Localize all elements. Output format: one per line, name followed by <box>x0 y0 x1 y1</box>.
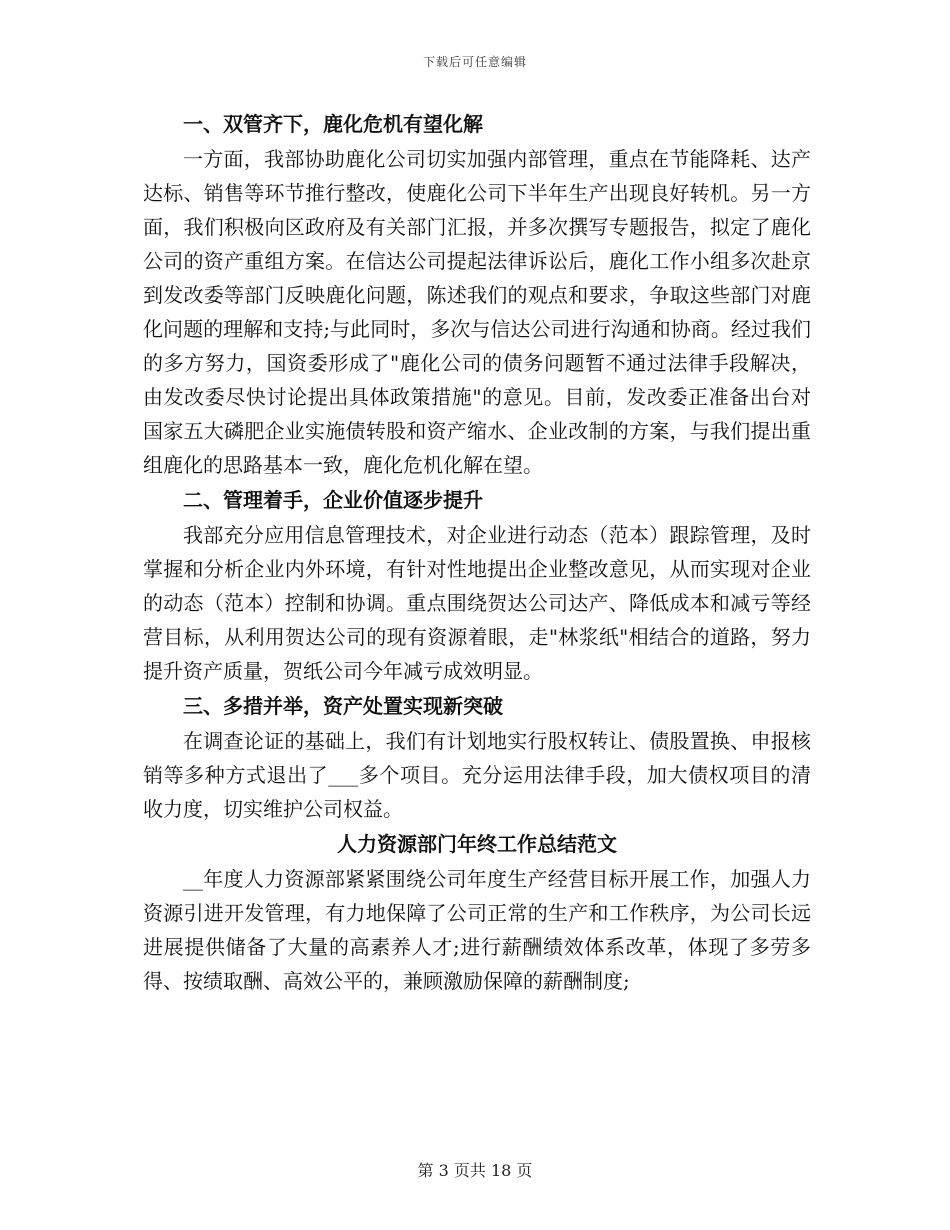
section-paragraph-1: 一方面，我部协助鹿化公司切实加强内部管理，重点在节能降耗、达产达标、销售等环节推行整改，使鹿化公司下半年生产出现良好转机。另一方面，我们积极向区政府及有关部门汇报，并多次撰写专题报告，拟定了鹿化公司的资产重组方案。在信达公司提起法律诉讼后，鹿化工作小组多次赴京到发改委等部门反映鹿化问题，陈述我们的观点和要求，争取这些部门对鹿化问题的理解和支持;与此同时，多次与信达公司进行沟通和协商。经过我们的多方努力，国资委形成了"鹿化公司的债务问题暂不通过法律手段解决，由发改委尽快讨论提出具体政策措施"的意见。目前，发改委正准备出台对国家五大磷肥企业实施债转股和资产缩水、企业改制的方案，与我们提出重组鹿化的思路基本一致，鹿化危机化解在望。 <box>143 147 811 477</box>
section-paragraph-3: 在调查论证的基础上，我们有计划地实行股权转让、债股置换、申报核销等多种方式退出了___多个项目。充分运用法律手段，加大债权项目的清收力度，切实维护公司权益。 <box>143 729 811 821</box>
page-header: 下载后可任意编辑 <box>422 55 527 69</box>
page-number-footer: 第 3 页共 18 页 <box>417 1161 533 1180</box>
document-body <box>143 106 811 998</box>
section-heading-2: 二、管理着手，企业价值逐步提升 <box>183 488 483 512</box>
section-heading-1: 一、双管齐下，鹿化危机有望化解 <box>183 112 483 136</box>
article-paragraph: __年度人力资源部紧紧围绕公司年度生产经营目标开展工作，加强人力资源引进开发管理，有力地保障了公司正常的生产和工作秩序，为公司长远进展提供储备了大量的高素养人才;进行薪酬绩效体系改革，体现了多劳多得、按绩取酬、高效公平的，兼顾激励保障的薪酬制度; <box>143 867 811 993</box>
section-paragraph-2: 我部充分应用信息管理技术，对企业进行动态（范本）跟踪管理，及时掌握和分析企业内外环境，有针对性地提出企业整改意见，从而实现对企业的动态（范本）控制和协调。重点围绕贺达公司达产、降低成本和减亏等经营目标，从利用贺达公司的现有资源着眼，走"林浆纸"相结合的道路，努力提升资产质量，贺纸公司今年减亏成效明显。 <box>143 523 811 683</box>
section-heading-3: 三、多措并举，资产处置实现新突破 <box>183 694 503 718</box>
article-title: 人力资源部门年终工作总结范文 <box>337 832 617 856</box>
